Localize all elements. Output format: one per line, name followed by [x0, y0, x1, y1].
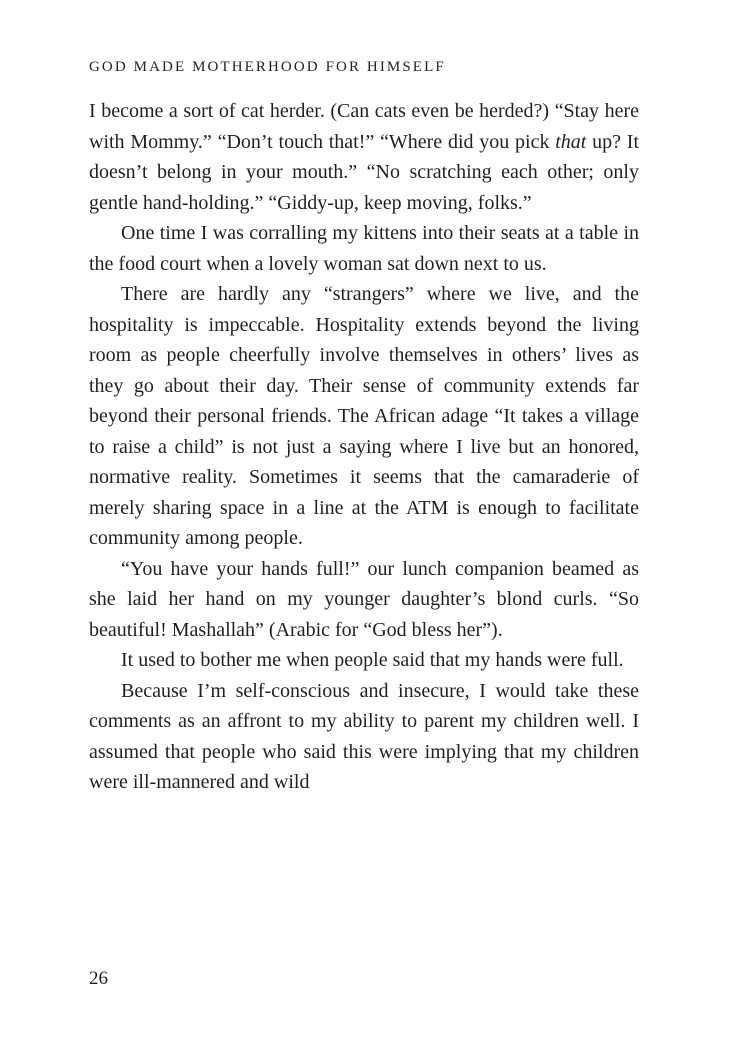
paragraph	[89, 218, 639, 279]
page-number: 26	[89, 968, 108, 989]
paragraph	[89, 279, 639, 554]
paragraph	[89, 676, 639, 798]
text-run: I become a sort of cat herder. (Can cats even be herded?) “Stay here with Mommy.” “Don’t touch that!” “Where did you pick	[89, 100, 639, 153]
text-run: Because I’m self-conscious and insecure, I would take these comments as an affront to my ability to parent my children well. I assumed that people who said this were implying that my children were ill-mannered and wild	[89, 679, 639, 793]
paragraph	[89, 645, 639, 676]
running-head: GOD MADE MOTHERHOOD FOR HIMSELF	[89, 59, 446, 75]
paragraph	[89, 554, 639, 646]
italic-text: that	[555, 130, 587, 153]
text-run: It used to bother me when people said that my hands were full.	[121, 649, 624, 671]
text-run: There are hardly any “strangers” where we live, and the hospitality is impeccable. Hospitality extends beyond the living room as people cheerfully involve themselves in others’ lives as they go about their day. Their sense of community extends far beyond their personal friends. The African adage “It takes a village to raise a child” is not just a saying where I live but an honored, normative reality. Sometimes it seems that the camaraderie of merely sharing space in a line at the ATM is enough to facilitate community among people.	[89, 283, 639, 549]
text-run: One time I was corralling my kittens into their seats at a table in the food court when a lovely woman sat down next to us.	[89, 222, 639, 275]
text-run: “You have your hands full!” our lunch companion beamed as she laid her hand on my younger daughter’s blond curls. “So beautiful! Mashallah” (Arabic for “God bless her”).	[89, 557, 639, 641]
paragraph	[89, 96, 639, 218]
body-text	[89, 96, 639, 798]
text-run: up? It doesn’t belong in your mouth.” “No scratching each other; only gentle hand-holding.” “Giddy-up, keep moving, folks.”	[89, 130, 640, 214]
book-page	[89, 0, 639, 1042]
